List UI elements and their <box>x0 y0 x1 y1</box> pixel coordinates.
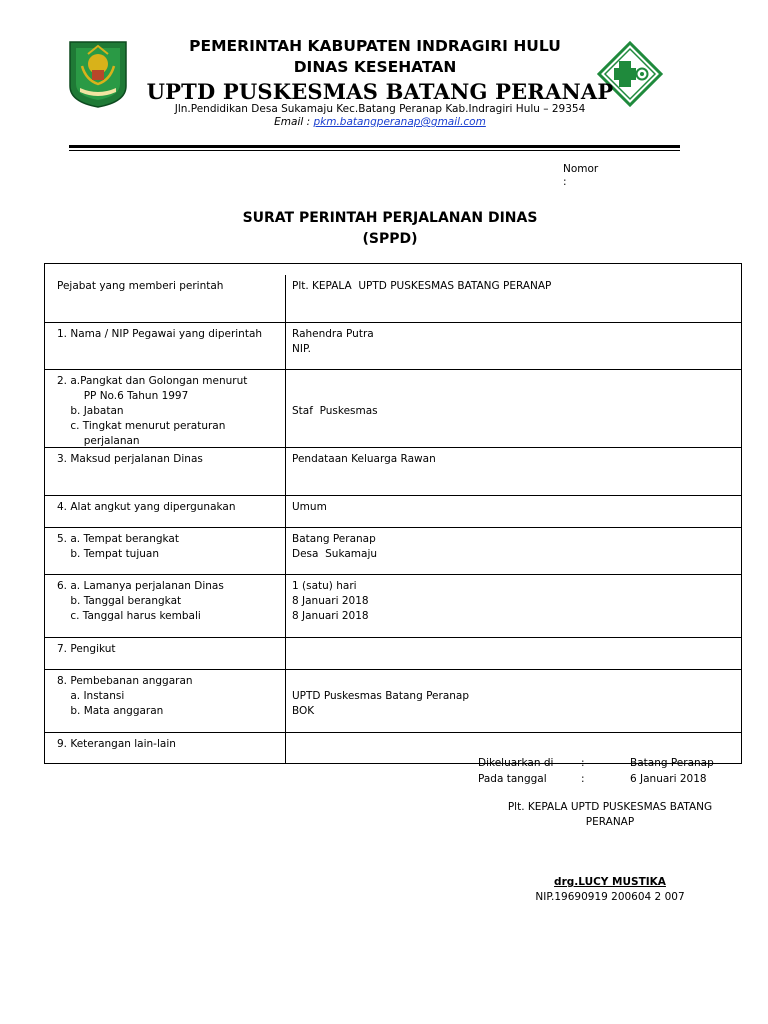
signatory-title <box>480 800 740 830</box>
field-value-line <box>292 389 741 404</box>
issue-date-row <box>478 772 714 788</box>
field-label-line: 2. a.Pangkat dan Golongan menurut <box>57 375 248 387</box>
header-email-line <box>120 116 640 128</box>
row-field-label <box>45 670 286 732</box>
issue-date-colon: : <box>581 772 585 785</box>
issue-date-value: 6 Januari 2018 <box>630 772 707 785</box>
header-agency: DINAS KESEHATAN <box>293 58 457 76</box>
field-label-line: 9. Keterangan lain-lain <box>57 738 176 750</box>
row-field-label <box>45 575 286 637</box>
field-label-line: 4. Alat angkut yang dipergunakan <box>57 501 236 513</box>
table-row <box>45 370 741 448</box>
signatory-title-line2: PERANAP <box>585 816 635 828</box>
field-value-line: UPTD Puskesmas Batang Peranap <box>292 690 470 702</box>
field-value-line: Plt. KEPALA UPTD PUSKESMAS BATANG PERANAP <box>292 280 552 292</box>
field-value-line: Batang Peranap <box>292 533 376 545</box>
row-field-label <box>45 733 286 763</box>
field-value-line: Rahendra Putra <box>292 328 374 340</box>
header-address: Jln.Pendidikan Desa Sukamaju Kec.Batang Peranap Kab.Indragiri Hulu – 29354 <box>174 103 586 115</box>
issue-place-label: Dikeluarkan di <box>478 757 554 769</box>
field-label-line: 7. Pengikut <box>57 643 116 655</box>
row-field-value <box>286 496 741 527</box>
field-label-line: a. Instansi <box>57 690 125 702</box>
field-value-line: Desa Sukamaju <box>292 548 378 560</box>
row-field-value <box>286 448 741 495</box>
signatory-nip: NIP.19690919 200604 2 007 <box>535 891 685 903</box>
row-field-value <box>286 323 741 369</box>
table-row <box>45 670 741 733</box>
field-value-line: Staf Puskesmas <box>292 405 378 417</box>
table-row <box>45 638 741 670</box>
row-field-value <box>286 275 741 322</box>
row-field-label <box>45 370 286 447</box>
row-field-label <box>45 323 286 369</box>
signatory-title-line1: Plt. KEPALA UPTD PUSKESMAS BATANG <box>507 801 713 813</box>
field-label-line: b. Jabatan <box>57 405 124 417</box>
field-value-line: Pendataan Keluarga Rawan <box>292 453 436 465</box>
header-institution: UPTD PUSKESMAS BATANG PERANAP <box>146 79 614 104</box>
field-label-line: 5. a. Tempat berangkat <box>57 533 179 545</box>
nomor-label: Nomor <box>563 163 599 175</box>
table-row <box>45 264 741 323</box>
field-label-line: b. Mata anggaran <box>57 705 164 717</box>
field-label-line: b. Tempat tujuan <box>57 548 159 560</box>
row-field-value <box>286 670 741 732</box>
row-field-label <box>45 638 286 669</box>
row-field-label <box>45 528 286 574</box>
field-label-line: Pejabat yang memberi perintah <box>57 280 224 292</box>
row-field-label <box>45 448 286 495</box>
field-value-line: NIP. <box>292 343 311 355</box>
field-label-line: b. Tanggal berangkat <box>57 595 182 607</box>
row-field-label <box>45 275 286 322</box>
field-label-line: 8. Pembebanan anggaran <box>57 675 193 687</box>
signatory-name: drg.LUCY MUSTIKA <box>554 876 666 888</box>
document-subtitle: (SPPD) <box>362 231 418 247</box>
table-row <box>45 448 741 496</box>
table-row <box>45 323 741 370</box>
row-field-value <box>286 638 741 669</box>
field-label-line: PP No.6 Tahun 1997 <box>57 390 189 402</box>
email-label: Email : <box>274 116 314 128</box>
field-value-line <box>292 374 741 389</box>
field-label-line: 3. Maksud perjalanan Dinas <box>57 453 203 465</box>
nomor-block <box>563 163 598 189</box>
field-value-line <box>292 674 741 689</box>
field-label-line: c. Tanggal harus kembali <box>57 610 201 622</box>
header-government: PEMERINTAH KABUPATEN INDRAGIRI HULU <box>189 37 561 55</box>
header-divider-thin <box>69 150 680 151</box>
table-row <box>45 528 741 575</box>
header-divider-thick <box>69 145 680 148</box>
field-value-line: 8 Januari 2018 <box>292 595 369 607</box>
issue-block <box>478 756 714 787</box>
issue-date-label: Pada tanggal <box>478 772 547 785</box>
document-title: SURAT PERINTAH PERJALANAN DINAS <box>242 210 538 226</box>
field-value-line: 1 (satu) hari <box>292 580 357 592</box>
email-link[interactable]: pkm.batangperanap@gmail.com <box>313 116 486 128</box>
field-label-line: c. Tingkat menurut peraturan <box>57 420 226 432</box>
field-value-line: BOK <box>292 705 315 717</box>
table-row <box>45 496 741 528</box>
field-label-line: 1. Nama / NIP Pegawai yang diperintah <box>57 328 263 340</box>
field-label-line: 6. a. Lamanya perjalanan Dinas <box>57 580 224 592</box>
row-field-label <box>45 496 286 527</box>
nomor-colon: : <box>563 176 567 188</box>
issue-place-colon: : <box>581 757 585 769</box>
issue-place-value: Batang Peranap <box>630 757 714 769</box>
field-value-line: Umum <box>292 501 327 513</box>
row-field-value <box>286 370 741 447</box>
row-field-value <box>286 575 741 637</box>
field-value-line: 8 Januari 2018 <box>292 610 369 622</box>
issue-place-row <box>478 756 714 772</box>
field-label-line: perjalanan <box>57 435 140 447</box>
sppd-table <box>44 263 742 764</box>
table-row <box>45 575 741 638</box>
row-field-value <box>286 528 741 574</box>
